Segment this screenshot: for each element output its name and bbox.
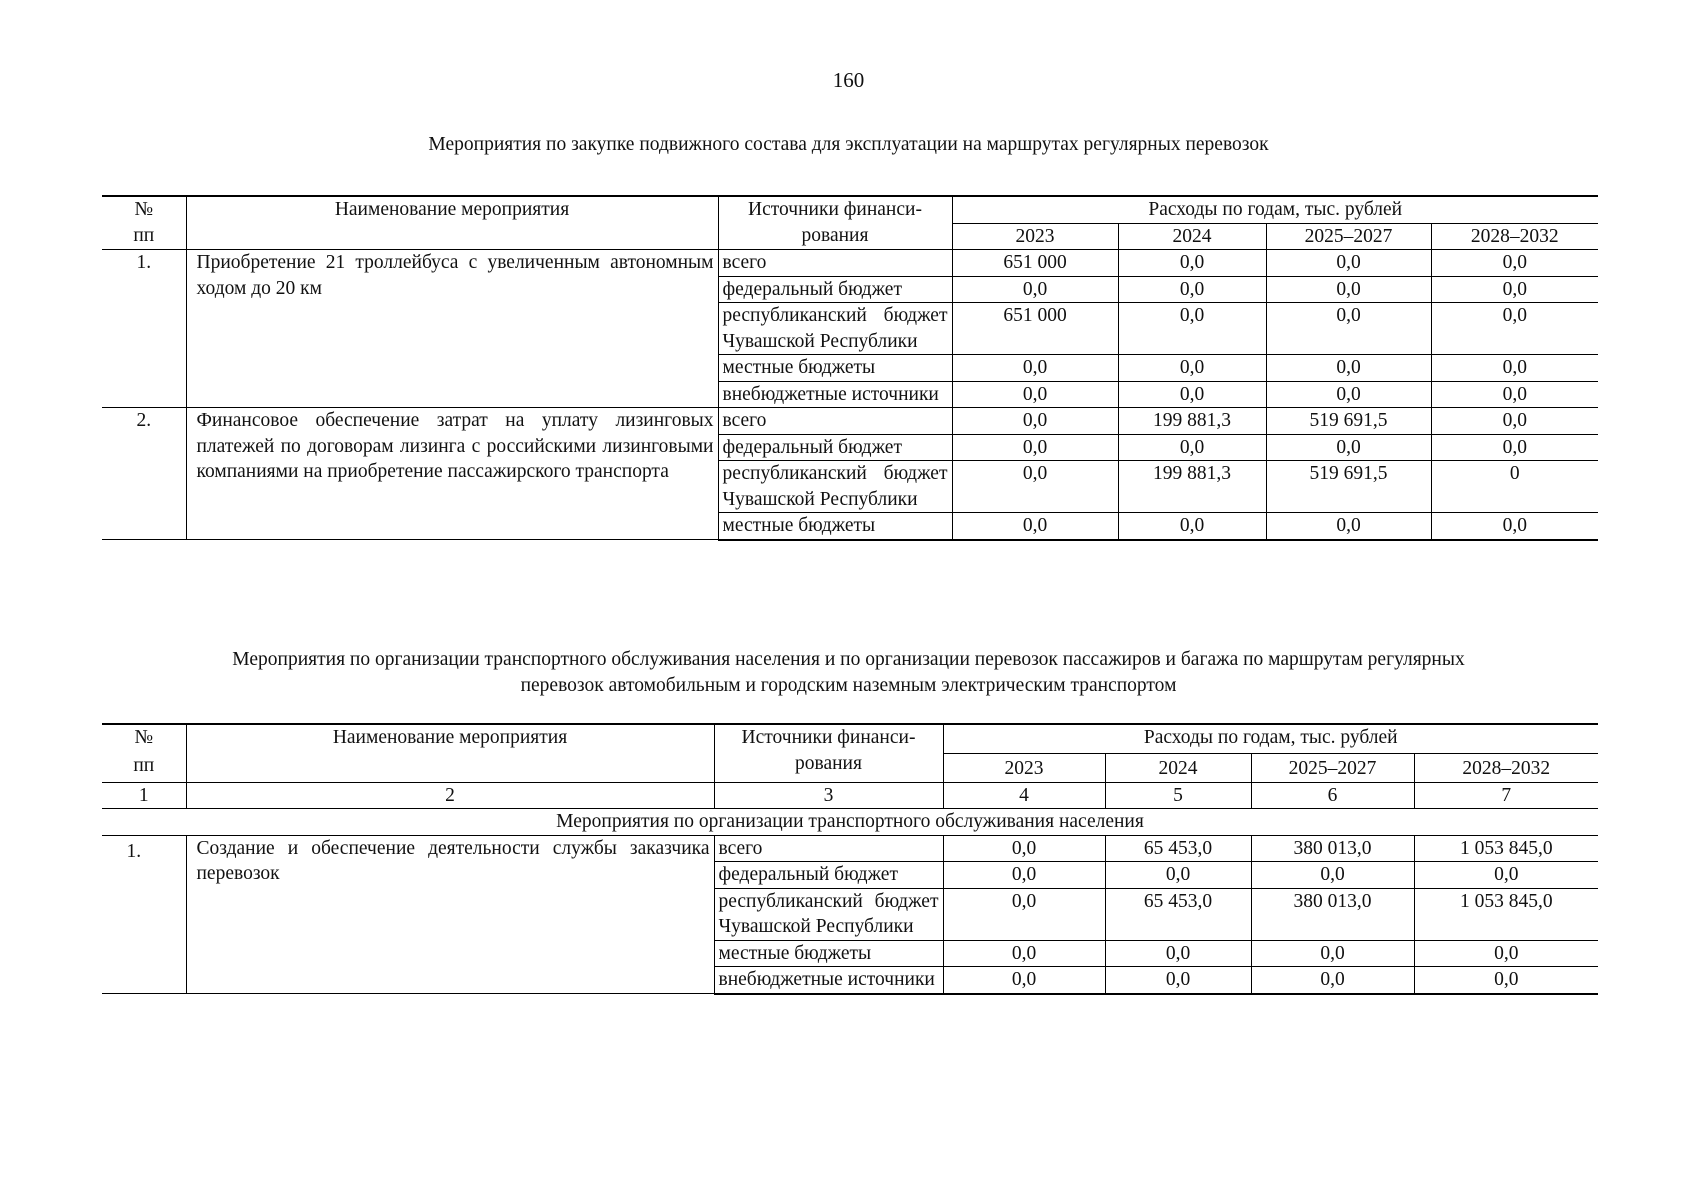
funding-source: федеральный бюджет: [718, 276, 952, 303]
value-cell: 0,0: [943, 862, 1105, 889]
item-name: Создание и обеспечение деятельности службы заказчика перевозок: [186, 835, 714, 994]
value-cell: 199 881,3: [1118, 408, 1266, 435]
value-cell: 0,0: [1431, 434, 1598, 461]
value-cell: 0,0: [1118, 434, 1266, 461]
header-year: 2023: [952, 223, 1118, 250]
value-cell: 0,0: [1251, 940, 1414, 967]
column-number: 1: [102, 782, 186, 809]
header-year: 2025–2027: [1266, 223, 1431, 250]
header-source-line1: Источники финанси-: [741, 727, 916, 748]
header-source-line2: рования: [795, 752, 862, 774]
value-cell: 0,0: [1414, 940, 1598, 967]
value-cell: 0,0: [943, 967, 1105, 994]
funding-source: местные бюджеты: [714, 940, 943, 967]
funding-source: внебюджетные источники: [714, 967, 943, 994]
value-cell: 0,0: [1105, 940, 1251, 967]
value-cell: 0,0: [1105, 967, 1251, 994]
funding-source: всего: [718, 408, 952, 435]
header-year: 2023: [943, 753, 1105, 782]
header-source-cont: рования: [718, 223, 952, 250]
funding-source: всего: [714, 835, 943, 862]
value-cell: 199 881,3: [1118, 461, 1266, 513]
value-cell: 0,0: [943, 940, 1105, 967]
value-cell: 65 453,0: [1105, 888, 1251, 940]
value-cell: 0,0: [1266, 250, 1431, 277]
header-expenses: Расходы по годам, тыс. рублей: [952, 196, 1598, 223]
value-cell: 0,0: [1266, 381, 1431, 408]
value-cell: 0,0: [952, 461, 1118, 513]
item-number: 1.: [102, 250, 186, 408]
value-cell: 0,0: [1118, 355, 1266, 382]
header-year: 2028–2032: [1414, 753, 1598, 782]
value-cell: 0,0: [952, 513, 1118, 540]
header-year: 2025–2027: [1251, 753, 1414, 782]
value-cell: 0,0: [943, 835, 1105, 862]
value-cell: 0,0: [1118, 303, 1266, 355]
column-number: 3: [714, 782, 943, 809]
item-number: 2.: [102, 408, 186, 540]
value-cell: 0,0: [1431, 408, 1598, 435]
table-row: [102, 408, 1598, 435]
value-cell: 0,0: [1414, 862, 1598, 889]
value-cell: 1 053 845,0: [1414, 888, 1598, 940]
value-cell: 0,0: [952, 381, 1118, 408]
table-row: [102, 835, 1598, 862]
value-cell: 651 000: [952, 250, 1118, 277]
value-cell: 0,0: [1266, 276, 1431, 303]
funding-source: федеральный бюджет: [714, 862, 943, 889]
funding-source: республиканский бюджет Чувашской Республики: [718, 303, 952, 355]
value-cell: 0,0: [1431, 303, 1598, 355]
value-cell: 0,0: [952, 408, 1118, 435]
value-cell: 0,0: [1431, 381, 1598, 408]
header-num-pp: пп: [102, 223, 186, 250]
value-cell: 0,0: [1414, 967, 1598, 994]
header-year: 2028–2032: [1431, 223, 1598, 250]
value-cell: 0,0: [1266, 513, 1431, 540]
value-cell: 65 453,0: [1105, 835, 1251, 862]
page-number: 160: [832, 68, 865, 92]
value-cell: 0,0: [1266, 355, 1431, 382]
funding-source: федеральный бюджет: [718, 434, 952, 461]
funding-source: местные бюджеты: [718, 513, 952, 540]
table-row: [102, 250, 1598, 277]
value-cell: 0,0: [1105, 862, 1251, 889]
item-number: 1.: [102, 835, 186, 994]
section1-table: [102, 195, 1598, 541]
item-name: Приобретение 21 троллейбуса с увеличенным автономным ходом до 20 км: [186, 250, 718, 408]
header-expenses: Расходы по годам, тыс. рублей: [943, 724, 1598, 753]
value-cell: 0,0: [1251, 967, 1414, 994]
funding-source: местные бюджеты: [718, 355, 952, 382]
header-name: Наименование мероприятия: [186, 724, 714, 782]
header-num: №: [102, 196, 186, 223]
header-source: [714, 724, 943, 782]
value-cell: 0,0: [1431, 355, 1598, 382]
header-num-pp: пп: [102, 753, 186, 782]
section2-title: [100, 647, 1597, 699]
value-cell: 380 013,0: [1251, 888, 1414, 940]
header-year: 2024: [1118, 223, 1266, 250]
value-cell: 0,0: [1118, 513, 1266, 540]
header-num: №: [102, 724, 186, 753]
funding-source: республиканский бюджет Чувашской Республики: [718, 461, 952, 513]
subheading-row: [102, 809, 1598, 836]
section2-title-line2: перевозок автомобильным и городским наземным электрическим транспортом: [520, 675, 1177, 696]
value-cell: 0,0: [1118, 276, 1266, 303]
value-cell: 0,0: [1266, 434, 1431, 461]
value-cell: 0,0: [1118, 381, 1266, 408]
value-cell: 0,0: [1266, 303, 1431, 355]
column-number: 2: [186, 782, 714, 809]
header-name: Наименование мероприятия: [186, 196, 718, 250]
section1-title: Мероприятия по закупке подвижного состава для эксплуатации на маршрутах регулярных перевозок: [428, 134, 1269, 155]
header-source: Источники финанси-: [718, 196, 952, 223]
section2-title-line1: Мероприятия по организации транспортного обслуживания населения и по организации перевозок пассажиров и багажа по маршрутам регулярных: [232, 649, 1465, 670]
header-year: 2024: [1105, 753, 1251, 782]
value-cell: 0,0: [952, 355, 1118, 382]
column-number: 7: [1414, 782, 1598, 809]
value-cell: 0,0: [1431, 250, 1598, 277]
value-cell: 0: [1431, 461, 1598, 513]
value-cell: 519 691,5: [1266, 408, 1431, 435]
value-cell: 0,0: [952, 434, 1118, 461]
value-cell: 519 691,5: [1266, 461, 1431, 513]
subheading: Мероприятия по организации транспортного обслуживания населения: [102, 809, 1598, 836]
item-name: Финансовое обеспечение затрат на уплату лизинговых платежей по договорам лизинга с российскими лизинговыми компаниями на приобретение пассажирского транспорта: [186, 408, 718, 540]
funding-source: внебюджетные источники: [718, 381, 952, 408]
column-number: 4: [943, 782, 1105, 809]
column-number: 6: [1251, 782, 1414, 809]
value-cell: 0,0: [1251, 862, 1414, 889]
value-cell: 0,0: [1118, 250, 1266, 277]
column-number: 5: [1105, 782, 1251, 809]
funding-source: республиканский бюджет Чувашской Республики: [714, 888, 943, 940]
value-cell: 0,0: [943, 888, 1105, 940]
section2-table: [102, 723, 1598, 995]
value-cell: 1 053 845,0: [1414, 835, 1598, 862]
value-cell: 0,0: [1431, 276, 1598, 303]
column-number-row: [102, 782, 1598, 809]
value-cell: 651 000: [952, 303, 1118, 355]
value-cell: 380 013,0: [1251, 835, 1414, 862]
funding-source: всего: [718, 250, 952, 277]
value-cell: 0,0: [952, 276, 1118, 303]
value-cell: 0,0: [1431, 513, 1598, 540]
